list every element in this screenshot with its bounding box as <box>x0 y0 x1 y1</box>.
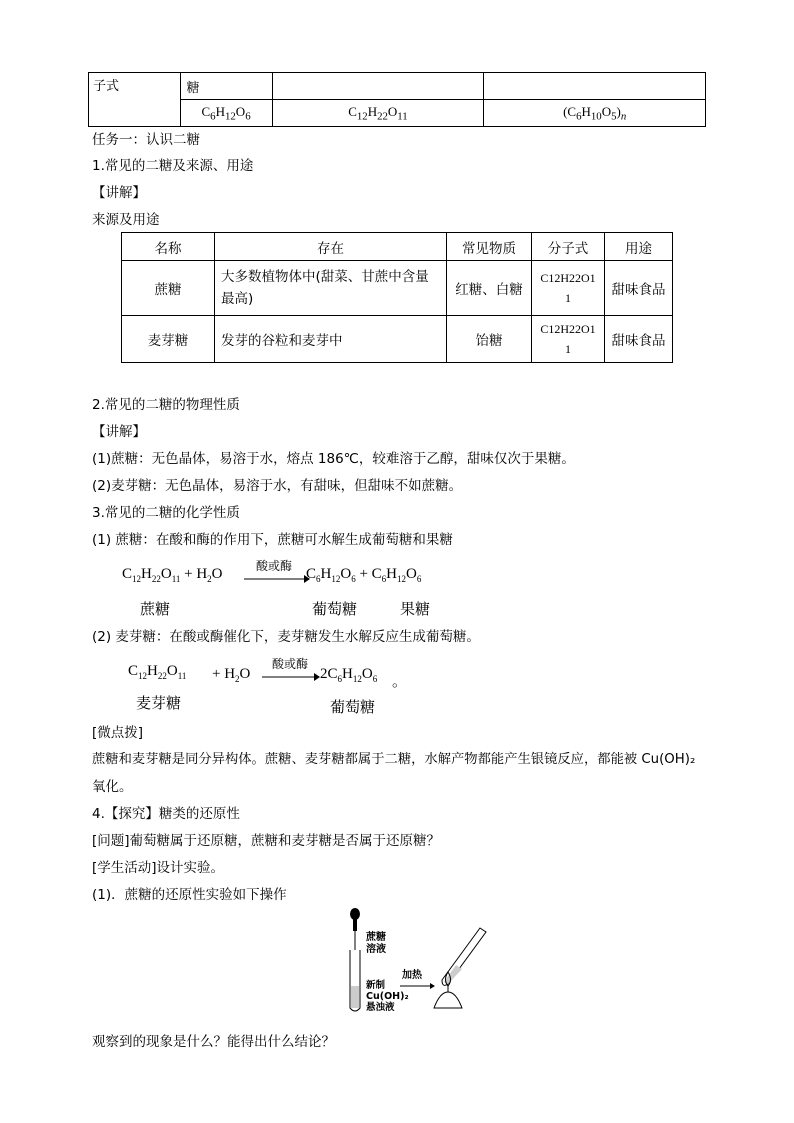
equation-water: + $H_2O$ <box>212 666 251 684</box>
task-heading: 任务一：认识二糖 <box>92 132 200 148</box>
reaction-arrow-icon <box>244 574 310 584</box>
header-use: 用途 <box>605 233 673 261</box>
row-exist: 大多数植物体中(甜菜、甘蔗中含量最高) <box>215 261 447 316</box>
final-question: 观察到的现象是什么？能得出什么结论？ <box>92 1034 335 1050</box>
arrow-label: 酸或酶 <box>272 657 309 671</box>
period: 。 <box>392 672 408 690</box>
row-use: 甜味食品 <box>605 316 673 363</box>
row-name: 麦芽糖 <box>122 316 215 363</box>
section-3-heading: 3.常见的二糖的化学性质 <box>92 505 240 521</box>
header-exist: 存在 <box>215 233 447 261</box>
source-use-table <box>121 232 673 363</box>
experiment-figure <box>330 908 500 1020</box>
row-exist: 发芽的谷粒和麦芽中 <box>215 316 447 363</box>
row-formula: C12H22O1 1 <box>532 261 605 316</box>
cell-sugar: 糖 <box>180 73 272 100</box>
formula-table <box>88 72 706 127</box>
header-formula: 分子式 <box>532 233 605 261</box>
phys-property-1: (1)蔗糖：无色晶体，易溶于水，熔点 186℃，较难溶于乙醇，甜味仅次于果糖。 <box>92 451 575 467</box>
label-glucose: 葡萄糖 <box>330 698 376 716</box>
chem-property-2: (2) 麦芽糖：在酸或酶催化下，麦芽糖发生水解反应生成葡萄糖。 <box>92 629 480 645</box>
experiment-1: (1)．蔗糖的还原性实验如下操作 <box>92 887 287 903</box>
student-activity: [学生活动]设计实验。 <box>92 860 225 876</box>
phys-property-2: (2)麦芽糖：无色晶体，易溶于水，有甜味，但甜味不如蔗糖。 <box>92 478 463 494</box>
lab-apparatus-icon <box>330 908 500 1020</box>
solution-label: 蔗糖 溶液 <box>366 932 386 955</box>
row-name: 蔗糖 <box>122 261 215 316</box>
label-maltose: 麦芽糖 <box>136 694 182 712</box>
source-title: 来源及用途 <box>92 212 160 228</box>
equation-products: $C_6H_{12}O_6 + C_6H_{12}O_6$ <box>306 566 422 584</box>
row-common: 饴糖 <box>447 316 532 363</box>
header-common: 常见物质 <box>447 233 532 261</box>
equation-glucose: $2C_6H_{12}O_6$ <box>320 666 378 684</box>
section-4-heading: 4.【探究】糖类的还原性 <box>92 806 240 822</box>
formula-polysaccharide: $(C_6H_{10}O_5)_n$ <box>484 100 706 127</box>
tip-line-2: 氧化。 <box>92 779 133 795</box>
section-1-heading: 1.常见的二糖及来源、用途 <box>92 158 254 174</box>
formula-disaccharide: $C_{12}H_{22}O_{11}$ <box>272 100 484 127</box>
label-glucose: 葡萄糖 <box>312 600 358 618</box>
header-name: 名称 <box>122 233 215 261</box>
row-common: 红糖、白糖 <box>447 261 532 316</box>
arrow-label: 酸或酶 <box>256 559 293 573</box>
chem-property-1: (1) 蔗糖：在酸和酶的作用下，蔗糖可水解生成葡萄糖和果糖 <box>92 532 453 548</box>
equation-maltose: $C_{12}H_{22}O_{11}$ <box>128 663 187 681</box>
question: [问题]葡萄糖属于还原糖，蔗糖和麦芽糖是否属于还原糖？ <box>92 833 441 849</box>
cell-empty <box>272 73 484 100</box>
row-label: 子式 <box>89 73 181 127</box>
label-fructose: 果糖 <box>400 600 431 618</box>
cell-empty <box>484 73 706 100</box>
tip-title: [微点拨] <box>92 725 144 741</box>
row-formula: C12H22O1 1 <box>532 316 605 363</box>
equation-sucrose: $C_{12}H_{22}O_{11} + H_2O$ <box>122 566 223 584</box>
label-sucrose: 蔗糖 <box>140 600 171 618</box>
explain-label: 【讲解】 <box>92 424 146 440</box>
reaction-arrow-icon <box>262 672 320 682</box>
heat-label: 加热 <box>402 970 422 981</box>
section-2-heading: 2.常见的二糖的物理性质 <box>92 397 240 413</box>
row-use: 甜味食品 <box>605 261 673 316</box>
explain-label: 【讲解】 <box>92 185 146 201</box>
reagent-label: 新制 Cu(OH)₂ 悬浊液 <box>366 980 409 1013</box>
formula-glucose: $C_6H_{12}O_6$ <box>180 100 272 127</box>
tip-line-1: 蔗糖和麦芽糖是同分异构体。蔗糖、麦芽糖都属于二糖，水解产物都能产生银镜反应，都能被 Cu(OH)₂ <box>92 752 696 767</box>
